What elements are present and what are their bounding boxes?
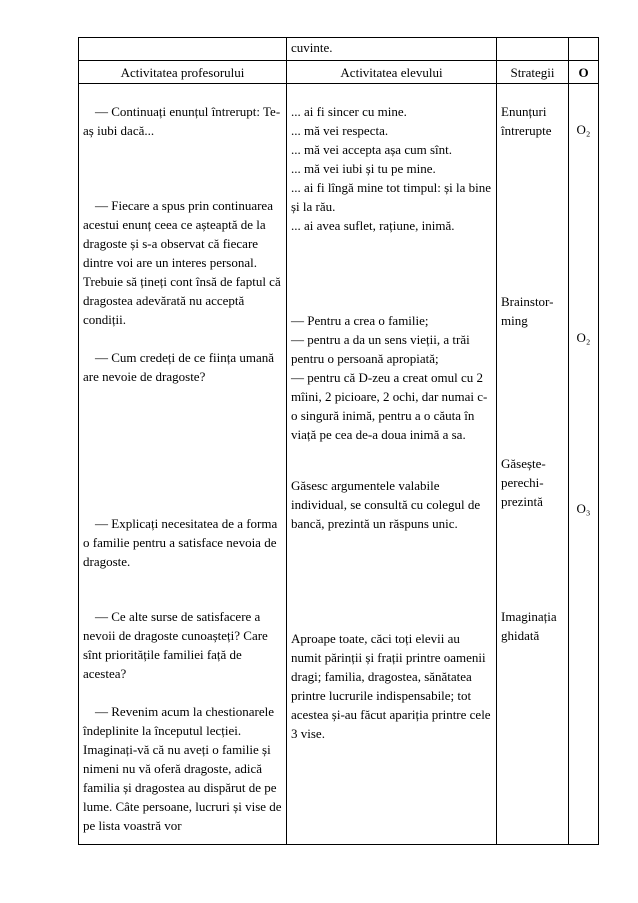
objective-cell: [569, 38, 599, 61]
student-response-1: ... ai fi sincer cu mine. ... mă vei respecta. ... mă vei accepta așa cum sînt. ... mă vei iubi și tu pe mine. ... ai fi lîngă mine tot timpul: și la bine și la rău. ... ai avea suflet, rațiune, inimă.: [291, 104, 492, 233]
student-response-2: — Pentru a crea o familie; — pentru a da un sens vieții, a trăi pentru o persoană apropiată; — pentru că D-zeu a creat omul cu 2 mîini, 2 picioare, 2 ochi, dar numai c-o singură inimă, pentru a o căuta în viață pe cea de-a doua inimă a sa.: [291, 313, 488, 442]
strategy-column-cell: [497, 84, 569, 845]
header-teacher-activity: Activitatea profesorului: [79, 61, 287, 84]
header-strategies: Strategii: [497, 61, 569, 84]
student-response-4: Aproape toate, căci toți elevii au numit părinții și frații printre oamenii dragi; familia, dragostea, sănătatea printre lucrurile indispensabile; tot acestea și-au făcut apariția printre cele 3 vise.: [291, 631, 491, 741]
objective-2: O₂: [576, 330, 591, 345]
objective-1: O₂: [576, 122, 591, 137]
table-row: [79, 38, 599, 61]
strategy-3: Găsește-perechi-prezintă: [501, 456, 546, 509]
table-header-row: [79, 61, 599, 84]
teacher-cell: [79, 38, 287, 61]
table-row: [79, 84, 599, 845]
teacher-prompt-1: — Continuați enunțul întrerupt: Te-aș iubi dacă...: [83, 104, 281, 138]
header-objectives: O: [569, 61, 599, 84]
teacher-prompt-4: — Revenim acum la chestionarele îndeplinite la începutul lecției. Imaginați-vă că nu aveți o familie și nimeni nu vă oferă dragoste, adică familia și dragostea au dispărut de pe lume. Câte persoane, lucruri și vise de pe lista voastră vor: [83, 704, 282, 833]
objective-3: O₃: [576, 501, 591, 516]
lesson-plan-table: [78, 37, 599, 845]
strategy-2: Brainstor-ming: [501, 294, 554, 328]
student-activity-cell: [287, 84, 497, 845]
teacher-prompt-1b: — Fiecare a spus prin continuarea acestui enunț ceea ce așteaptă de la dragoste și s-a observat că fiecare dintre voi are un interes personal. Trebuie să țineți cont însă de faptul că dragostea adevărată nu acceptă condiții.: [83, 198, 281, 327]
objective-column-cell: [569, 84, 599, 845]
strategy-4: Imaginația ghidată: [501, 609, 557, 643]
teacher-prompt-2: — Cum credeți de ce ființa umană are nevoie de dragoste?: [83, 350, 275, 384]
student-response-3: Găsesc argumentele valabile individual, se consultă cu colegul de bancă, prezintă un răspuns unic.: [291, 478, 481, 531]
student-cell: cuvinte.: [287, 38, 497, 61]
teacher-prompt-3b: — Ce alte surse de satisfacere a nevoii de dragoste cunoașteți? Care sînt prioritățile familiei față de acestea?: [83, 609, 268, 681]
teacher-prompt-3: — Explicați necesitatea de a forma o familie pentru a satisface nevoia de dragoste.: [83, 516, 278, 569]
strategy-cell: [497, 38, 569, 61]
strategy-1: Enunțuri întrerupte: [501, 104, 552, 138]
teacher-activity-cell: [79, 84, 287, 845]
header-student-activity: Activitatea elevului: [287, 61, 497, 84]
